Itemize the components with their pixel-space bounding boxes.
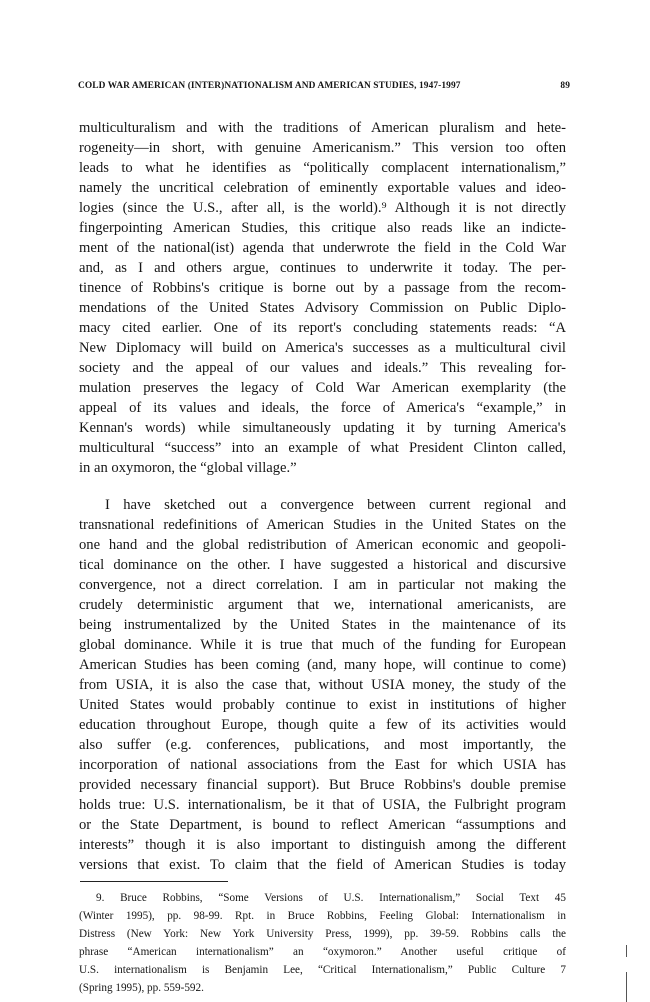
text-line: appeal of its values and ideals, the force of America's “example,” in xyxy=(79,400,566,416)
text-line: mendations of the United States Advisory Commission on Public Diplo- xyxy=(79,300,566,316)
running-head-title: COLD WAR AMERICAN (INTER)NATIONALISM AND AMERICAN STUDIES, 1947-1997 xyxy=(78,81,461,91)
text-line: macy cited earlier. One of its report's concluding statements reads: “A xyxy=(79,320,566,336)
text-line: versions that exist. To claim that the field of American Studies is today xyxy=(79,857,566,873)
text-line: tical dominance on the other. I have suggested a historical and discursive xyxy=(79,557,566,573)
margin-mark xyxy=(626,945,627,957)
text-line: being instrumentalized by the United States in the maintenance of its xyxy=(79,617,566,633)
text-line: fingerpointing American Studies, this critique also reads like an indicte- xyxy=(79,220,566,236)
text-line: holds true: U.S. internationalism, be it that of USIA, the Fulbright program xyxy=(79,797,566,813)
text-line: convergence, not a direct correlation. I am in particular not making the xyxy=(79,577,566,593)
footnote-line: (Spring 1995), pp. 559-592. xyxy=(79,982,204,994)
text-line: tinence of Robbins's critique is borne out by a passage from the recom- xyxy=(79,280,566,296)
text-line: and, as I and others argue, continues to underwrite it today. The per- xyxy=(79,260,566,276)
text-line: United States would probably continue to exist in institutions of higher xyxy=(79,697,566,713)
text-line: Kennan's words) while simultaneously updating it by turning America's xyxy=(79,420,566,436)
text-line: namely the uncritical celebration of eminently exportable values and ideo- xyxy=(79,180,566,196)
text-line: leads to what he identifies as “politically complacent internationalism,” xyxy=(79,160,566,176)
text-line: transnational redefinitions of American Studies in the United States on the xyxy=(79,517,566,533)
text-line: incorporation of national associations from the East for which USIA has xyxy=(79,757,566,773)
text-line: in an oxymoron, the “global village.” xyxy=(79,460,297,476)
text-line: education throughout Europe, though quite a few of its activities would xyxy=(79,717,566,733)
footnote-line: 9. Bruce Robbins, “Some Versions of U.S. Internationalism,” Social Text 45 xyxy=(96,892,566,904)
text-line: one hand and the global redistribution of American economic and geopoli- xyxy=(79,537,566,553)
text-line: American Studies has been coming (and, many hope, will continue to come) xyxy=(79,657,566,673)
text-line: also suffer (e.g. conferences, publications, and most importantly, the xyxy=(79,737,566,753)
text-line: multiculturalism and with the traditions of American pluralism and hete- xyxy=(79,120,566,136)
text-line: mulation preserves the legacy of Cold War American exemplarity (the xyxy=(79,380,566,396)
text-line: New Diplomacy will build on America's successes as a multicultural civil xyxy=(79,340,566,356)
margin-mark xyxy=(626,972,627,1002)
paragraph-first-line: I have sketched out a convergence between current regional and xyxy=(105,497,566,513)
text-line: ment of the national(ist) agenda that underwrote the field in the Cold War xyxy=(79,240,566,256)
text-line: multicultural “success” into an example of what President Clinton called, xyxy=(79,440,566,456)
text-line: rogeneity—in short, with genuine Americanism.” This version too often xyxy=(79,140,566,156)
footnote-separator xyxy=(80,881,228,882)
text-line: society and the appeal of our values and ideals.” This revealing for- xyxy=(79,360,566,376)
page-number: 89 xyxy=(560,81,570,91)
text-line: global dominance. While it is true that much of the funding for European xyxy=(79,637,566,653)
text-line: provided necessary financial support). But Bruce Robbins's double premise xyxy=(79,777,566,793)
text-line: or the State Department, is bound to reflect American “assumptions and xyxy=(79,817,566,833)
text-line: crudely deterministic argument that we, international americanists, are xyxy=(79,597,566,613)
footnote-line: Distress (New York: New York University Press, 1999), pp. 39-59. Robbins calls the xyxy=(79,928,566,940)
footnote-line: phrase “American internationalism” an “oxymoron.” Another useful critique of xyxy=(79,946,566,958)
text-line: from USIA, it is also the case that, without USIA money, the study of the xyxy=(79,677,566,693)
footnote-line: U.S. internationalism is Benjamin Lee, “Critical Internationalism,” Public Culture 7 xyxy=(79,964,566,976)
text-line: interests” though it is also important to distinguish among the different xyxy=(79,837,566,853)
text-line: logies (since the U.S., after all, is the world).⁹ Although it is not directly xyxy=(79,200,566,216)
footnote-line: (Winter 1995), pp. 98-99. Rpt. in Bruce Robbins, Feeling Global: Internationalism in xyxy=(79,910,566,922)
